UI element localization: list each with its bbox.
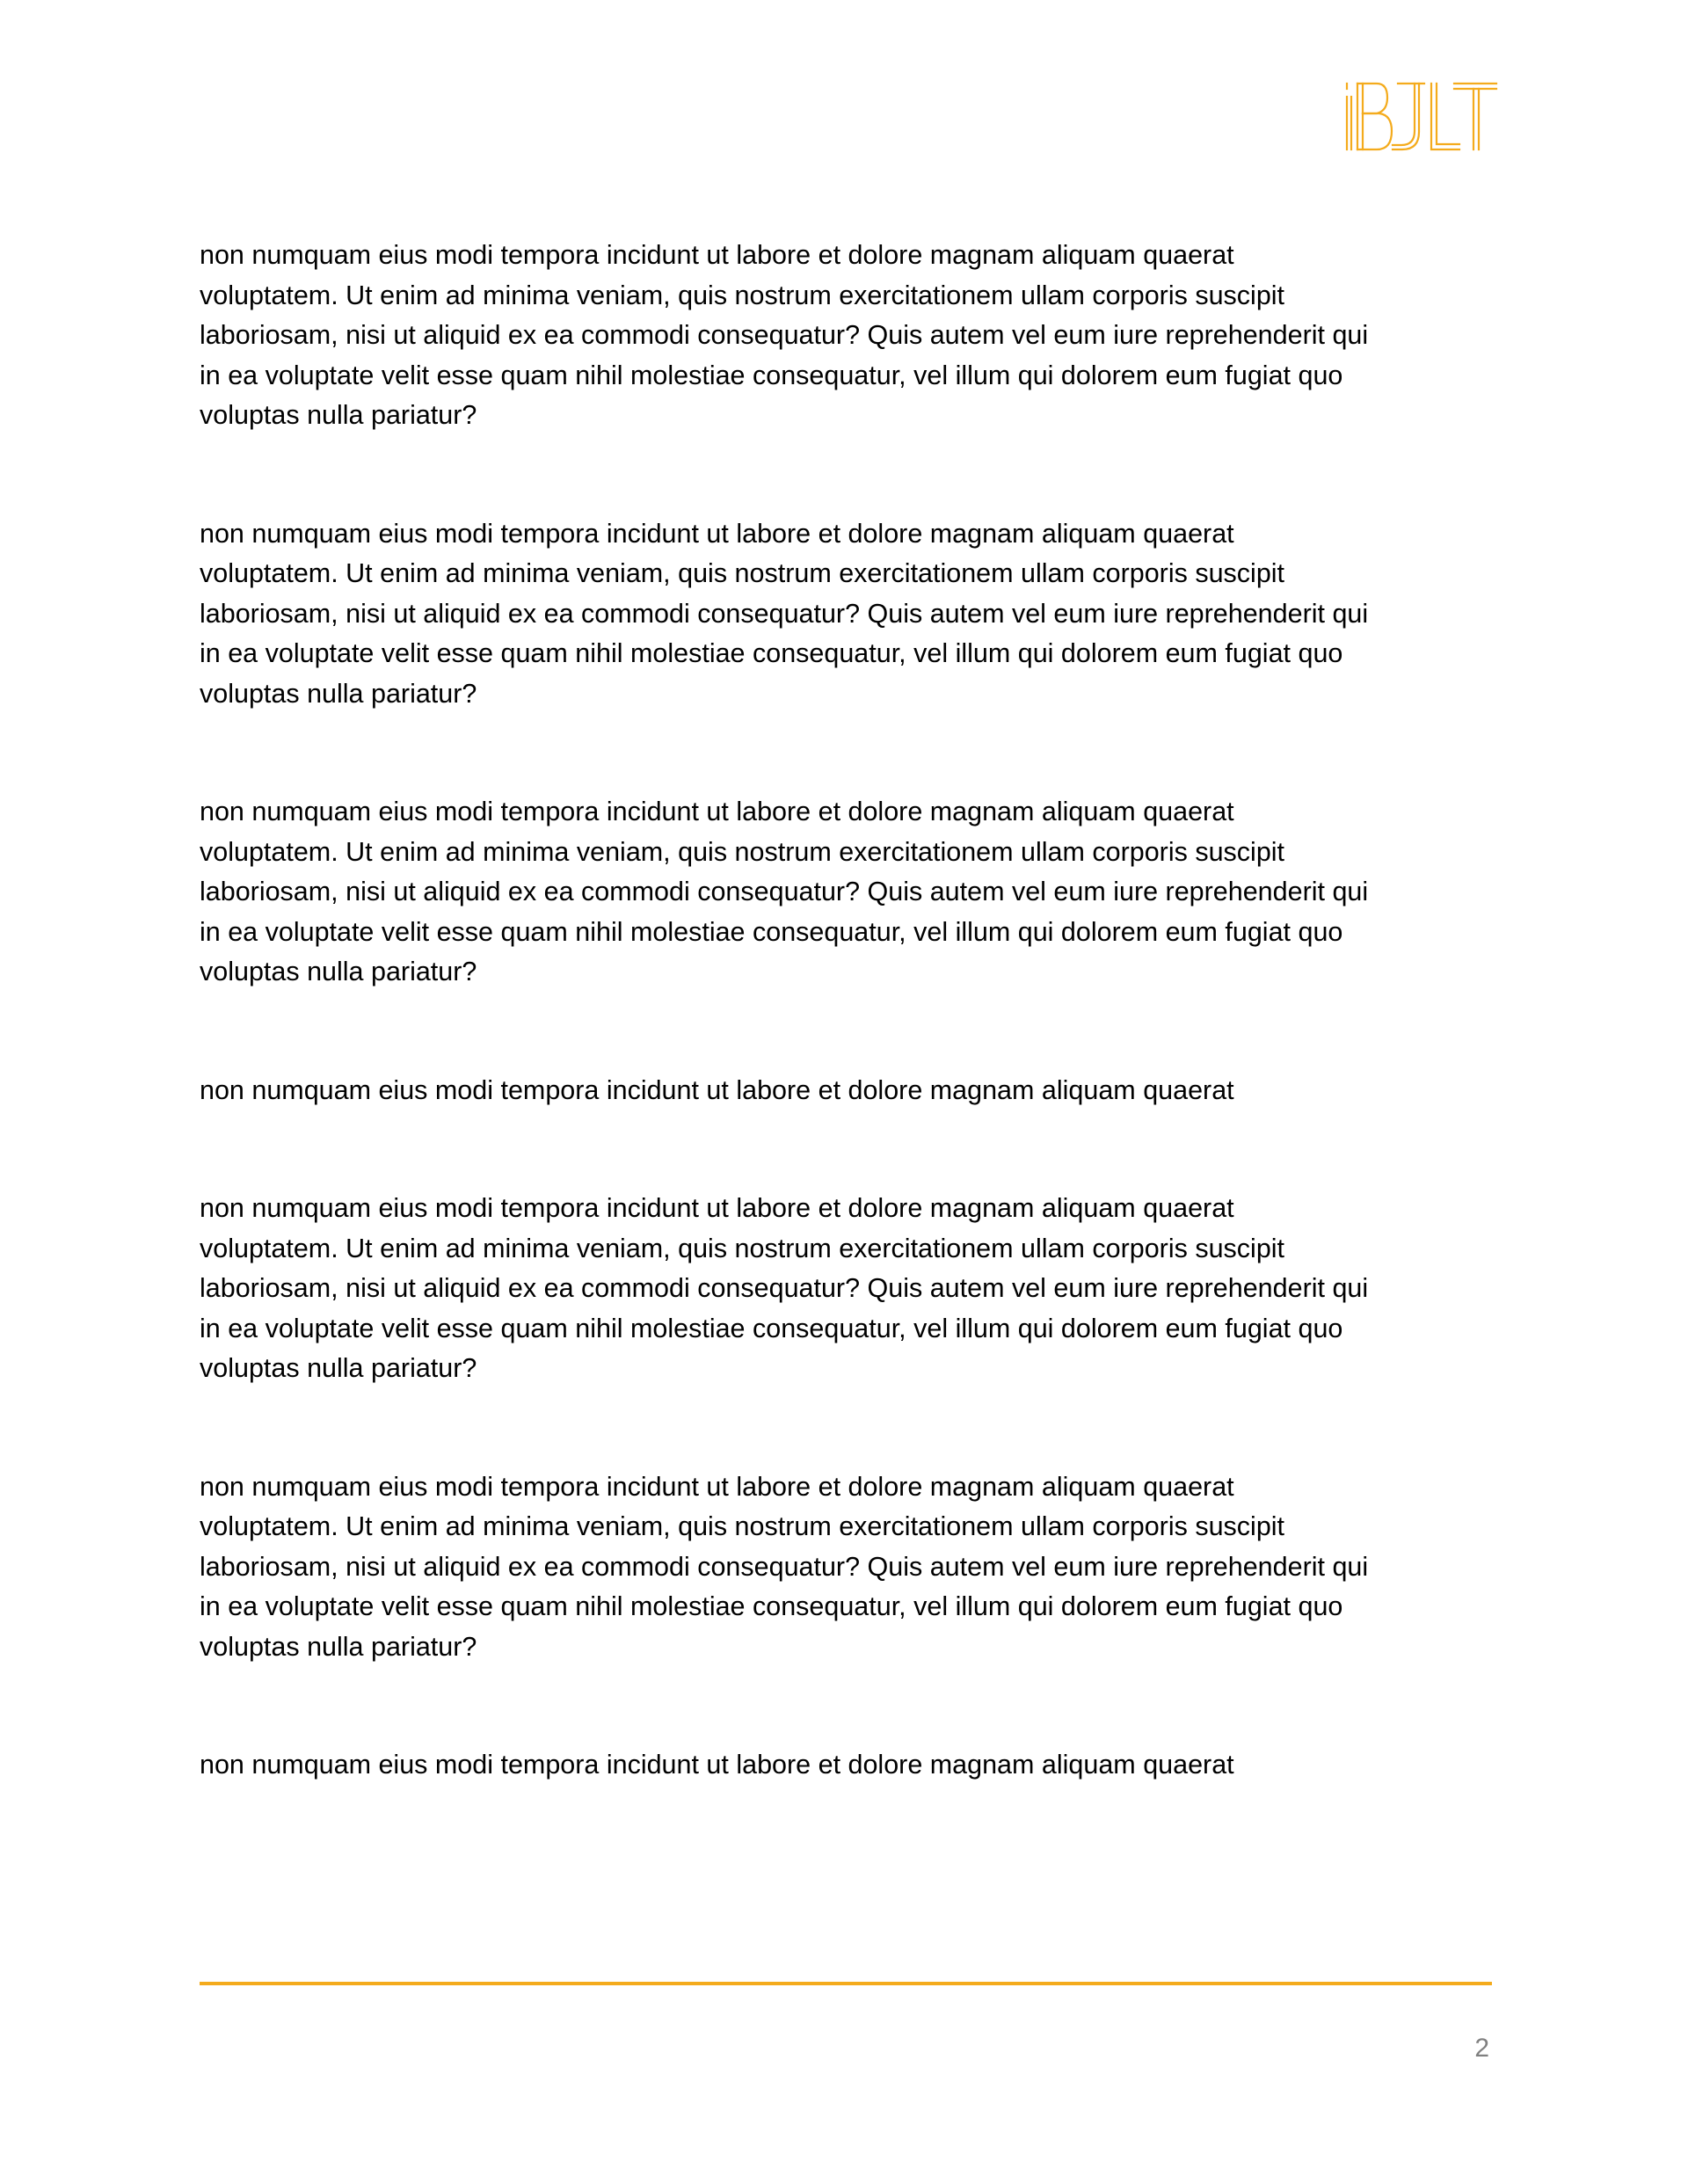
document-body <box>200 236 1501 1786</box>
footer-divider <box>200 1982 1492 1985</box>
body-paragraph: non numquam eius modi tempora incidunt ut labore et dolore magnam aliquam quaerat <box>200 1750 1234 1780</box>
body-paragraph: non numquam eius modi tempora incidunt ut labore et dolore magnam aliquam quaerat voluptatem. Ut enim ad minima veniam, quis nostrum exercitationem ullam corporis suscipit laboriosam, nisi ut aliquid ex ea commodi consequatur? Quis autem vel eum iure reprehenderit qui in ea voluptate velit esse quam nihil molestiae consequatur, vel illum qui dolorem eum fugiat quo voluptas nulla pariatur? <box>200 240 1369 430</box>
body-paragraph: non numquam eius modi tempora incidunt ut labore et dolore magnam aliquam quaerat voluptatem. Ut enim ad minima veniam, quis nostrum exercitationem ullam corporis suscipit laboriosam, nisi ut aliquid ex ea commodi consequatur? Quis autem vel eum iure reprehenderit qui in ea voluptate velit esse quam nihil molestiae consequatur, vel illum qui dolorem eum fugiat quo voluptas nulla pariatur? <box>200 1471 1369 1662</box>
body-paragraph: non numquam eius modi tempora incidunt ut labore et dolore magnam aliquam quaerat voluptatem. Ut enim ad minima veniam, quis nostrum exercitationem ullam corporis suscipit laboriosam, nisi ut aliquid ex ea commodi consequatur? Quis autem vel eum iure reprehenderit qui in ea voluptate velit esse quam nihil molestiae consequatur, vel illum qui dolorem eum fugiat quo voluptas nulla pariatur? <box>200 1193 1369 1383</box>
ibjlt-logo <box>1343 81 1498 153</box>
body-paragraph: non numquam eius modi tempora incidunt ut labore et dolore magnam aliquam quaerat voluptatem. Ut enim ad minima veniam, quis nostrum exercitationem ullam corporis suscipit laboriosam, nisi ut aliquid ex ea commodi consequatur? Quis autem vel eum iure reprehenderit qui in ea voluptate velit esse quam nihil molestiae consequatur, vel illum qui dolorem eum fugiat quo voluptas nulla pariatur? <box>200 518 1369 709</box>
body-paragraph: non numquam eius modi tempora incidunt ut labore et dolore magnam aliquam quaerat voluptatem. Ut enim ad minima veniam, quis nostrum exercitationem ullam corporis suscipit laboriosam, nisi ut aliquid ex ea commodi consequatur? Quis autem vel eum iure reprehenderit qui in ea voluptate velit esse quam nihil molestiae consequatur, vel illum qui dolorem eum fugiat quo voluptas nulla pariatur? <box>200 797 1369 986</box>
page-number: 2 <box>1474 2034 1489 2063</box>
body-paragraph: non numquam eius modi tempora incidunt ut labore et dolore magnam aliquam quaerat <box>200 1074 1234 1105</box>
